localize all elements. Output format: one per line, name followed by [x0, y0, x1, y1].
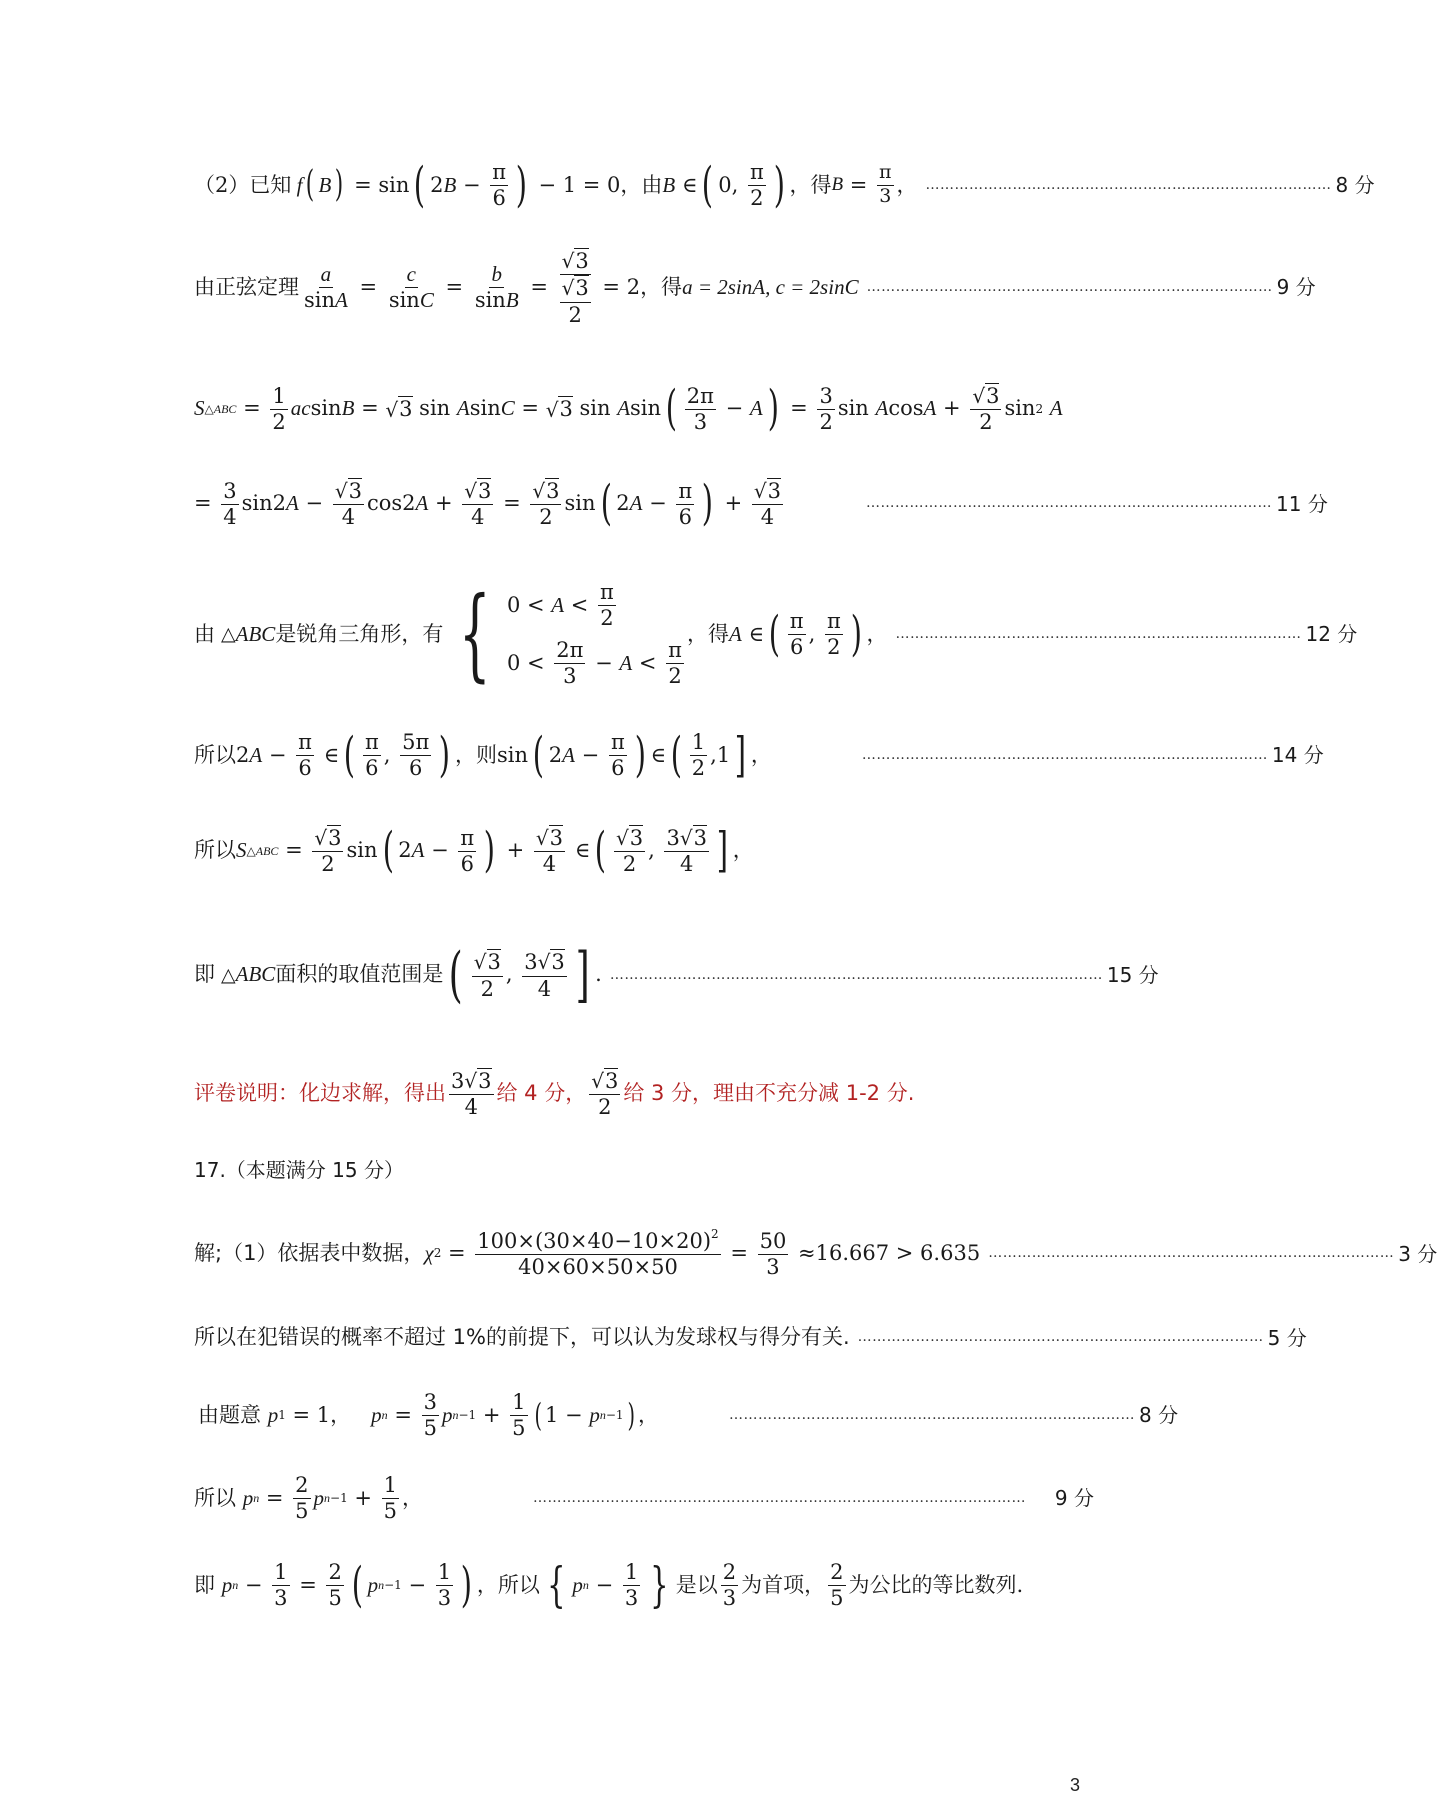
line-8-lead: 即: [194, 962, 215, 987]
line-11: 由题意 p 1 = 1， p n = $\frac{3}{5}$ p n−1 + $\frac{1}{5}$ ( 1 − p n−1 ) ， ………………………………………………………………………… 8 分: [198, 1390, 1179, 1441]
line-8-mid: 面积的取值范围是: [275, 962, 444, 987]
formula-fB: f ( B ) = sin ( 2 B − $\frac{\pi}{6}$ ) − 1 = 0: [291, 156, 621, 213]
line-5-get: ，得: [686, 621, 729, 646]
formula-2A-range: 2 A − $\frac{\pi}{6}$ ∈ ( $\frac{\pi}{6}$ , $\frac{5\pi}{6}$ ): [236, 726, 451, 783]
line-10-score: 5 分: [1267, 1325, 1307, 1350]
page-number: 3: [1070, 1775, 1081, 1795]
line-9-lead: 解;（1）依据表中数据，: [194, 1241, 425, 1266]
line-5-tri: ABC: [235, 621, 276, 646]
line-5-score: 12 分: [1305, 622, 1358, 647]
formula-system: { 0 < A < $\frac{\pi}{2}$ 0 < $\frac{2\pi}{3}$ − A < $\frac{\pi}{2}$: [459, 575, 682, 693]
line-5-mid: 是锐角三角形，有: [275, 621, 444, 646]
line-1-lead: （2）已知: [194, 172, 292, 197]
line-2-rest: a = 2sinA, c = 2sinC: [682, 274, 859, 299]
line-1: （2）已知 f ( B ) = sin ( 2 B − $\frac{\pi}{6}$ ) − 1 = 0 ，由 B ∈ ( 0, $\frac{\pi}{2}$ ) ，得 B = $\frac{\pi}{3}$ ， ………………………………………………………………………… 8 分: [194, 156, 1375, 213]
line-7-lead: 所以: [194, 838, 236, 863]
line-6-lead: 所以: [194, 742, 236, 767]
formula-area-range: S △ABC = √ 3 2 sin ( 2 A − $\frac{\pi}{6}$ ) + √ 3 4 ∈ ( √ 3 2 , 3 √ 3 4 ] ，: [236, 822, 754, 879]
formula-area-1: S △ABC = $\frac{1}{2}$ ac sin B = √ 3 sin A sin C = √ 3 sin A sin ( $\frac{2\pi}{3}$ − A ) = $\frac{3}{2}$ sin A cos A + √ 3 2 sin 2 A: [194, 380, 1063, 437]
line-8-tri: ABC: [235, 962, 276, 987]
line-2-score: 9 分: [1276, 275, 1316, 300]
line-10-text: 所以在犯错误的概率不超过 1%的前提下，可以认为发球权与得分有关.: [194, 1325, 850, 1349]
line-13: [194, 1556, 1094, 1613]
grading-note-a: 评卷说明：化边求解，得出: [194, 1081, 446, 1106]
formula-A-range: A ∈ ( $\frac{\pi}{6}$ , $\frac{\pi}{2}$ ) ，: [728, 605, 888, 662]
line-9: 解;（1）依据表中数据， χ 2 = $\frac{100\times(30\times 40-10\times 20)^2}{40\times 60\times 50\times 50}$ = $\frac{50}{3}$ ≈16.667 > 6.635 ………………………………………………………………………… 3 分: [194, 1227, 1437, 1280]
line-13-lead: 即: [194, 1572, 215, 1597]
formula-sine-rule: $\frac{a}{\sin A}$ = $\frac{c}{\sin C}$ = $\frac{b}{\sin B}$ = √ 3 √ 3 2 = 2: [304, 249, 641, 327]
line-6-then: ，则: [455, 742, 498, 767]
formula-area-2: = $\frac{3}{4}$ sin2 A − √ 3 4 cos2 A + √ 3 4 = √ 3 2 sin ( 2 A − $\frac{\pi}{6}$ ) + √ 3 4: [194, 475, 782, 532]
line-2-get: ，得: [640, 274, 683, 299]
formula-final-range: ( √ 3 2 , 3 √ 3 4 ] .: [449, 940, 602, 1010]
line-4: = $\frac{3}{4}$ sin2 A − √ 3 4 cos2 A + √ 3 4 = √ 3 2 sin ( 2 A − $\frac{\pi}{6}$ ) + √ 3 4 ………………………………………………………………………… 11 分: [194, 475, 1328, 532]
line-9-score: 3 分: [1398, 1241, 1437, 1266]
grading-note-c: 给 3 分，理由不充分减 1-2 分.: [623, 1081, 915, 1106]
line-1-get: ，得: [789, 172, 832, 197]
line-6-score: 14 分: [1271, 743, 1324, 768]
formula-chi-square: χ 2 = $\frac{100\times(30\times 40-10\times 20)^2}{40\times 60\times 50\times 50}$ = $\frac{50}{3}$ ≈16.667 > 6.635: [424, 1227, 981, 1280]
line-12-score: 9 分: [1054, 1486, 1094, 1511]
line-8: 即 △ ABC 面积的取值范围是 ( √ 3 2 , 3 √ 3 4 ] . ………………………………………………………………………………………… 15 分: [194, 940, 1159, 1010]
line-2: 由正弦定理 $\frac{a}{\sin A}$ = $\frac{c}{\sin C}$ = $\frac{b}{\sin B}$ = √ 3 √ 3 2 = 2 ，得 a = 2sinA, c = 2sinC ………………………………………………………………………… 9 分: [194, 249, 1316, 327]
line-4-score: 11 分: [1276, 491, 1328, 516]
line-3: [194, 380, 1094, 437]
line-2-lead: 由正弦定理: [194, 274, 299, 299]
line-1-score: 8 分: [1335, 173, 1375, 198]
first-term: $\frac{2}{3}$: [722, 1560, 737, 1611]
line-11-lead: 由题意: [198, 1402, 261, 1427]
q17-title: 17.（本题满分 15 分）: [194, 1158, 404, 1182]
q17-header: [194, 1158, 1094, 1182]
formula-sequence: { p n − $\frac{1}{3}$ }: [546, 1556, 669, 1613]
line-13-c: 为公比的等比数列.: [848, 1572, 1024, 1597]
common-ratio: $\frac{2}{5}$: [830, 1560, 844, 1611]
formula-sin-range: sin ( 2 A − $\frac{\pi}{6}$ ) ∈ ( $\frac{1}{2}$ ,1 ] ，: [497, 726, 772, 783]
note-frac-1: 3 √ 3 4: [451, 1069, 492, 1120]
line-1-mid: ，由: [620, 172, 663, 197]
formula-B-value: B = $\frac{\pi}{3}$ ，: [831, 161, 918, 208]
line-10: 所以在犯错误的概率不超过 1%的前提下，可以认为发球权与得分有关. ………………………………………………………………………… 5 分: [194, 1325, 1307, 1350]
line-13-a: 是以: [675, 1572, 718, 1597]
line-13-mid: ，所以: [476, 1572, 540, 1597]
line-5-lead: 由: [194, 621, 215, 646]
line-8-score: 15 分: [1106, 963, 1159, 987]
grading-note: [194, 1068, 1094, 1119]
formula-B-range: B ∈ ( 0, $\frac{\pi}{2}$ ): [662, 156, 785, 213]
line-6: 所以 2 A − $\frac{\pi}{6}$ ∈ ( $\frac{\pi}{6}$ , $\frac{5\pi}{6}$ ) ，则 sin ( 2 A − $\frac{\pi}{6}$ ) ∈ ( $\frac{1}{2}$ ,1 ] ， ………………………………………………………………………… 14 分: [194, 726, 1324, 783]
note-frac-2: √ 3 2: [591, 1069, 619, 1120]
line-5: 由 △ ABC 是锐角三角形，有 { 0 < A < $\frac{\pi}{2}$ 0 < $\frac{2\pi}{3}$ − A < $\frac{\pi}{2}$ ，得 A ∈ ( $\frac{\pi}{6}$ , $\frac{\pi}{2}$ ) ， ………………………………………………………………………… 12 分: [194, 575, 1358, 693]
line-13-b: 为首项，: [741, 1572, 826, 1597]
formula-geometric: p n − $\frac{1}{3}$ = $\frac{2}{5}$ ( p n−1 − $\frac{1}{3}$ ): [221, 1556, 473, 1613]
line-12-lead: 所以: [194, 1485, 236, 1510]
grading-note-b: 给 4 分，: [496, 1081, 587, 1106]
line-11-score: 8 分: [1139, 1403, 1179, 1428]
line-12: 所以 p n = $\frac{2}{5}$ p n−1 + $\frac{1}{5}$ ， ………………………………………………………………………………………… 9 分: [194, 1473, 1094, 1524]
formula-recurrence: p 1 = 1， p n = $\frac{3}{5}$ p n−1 + $\frac{1}{5}$ ( 1 − p n−1 ) ，: [267, 1390, 660, 1441]
formula-recurrence-2: p n = $\frac{2}{5}$ p n−1 + $\frac{1}{5}$ ，: [242, 1473, 424, 1524]
line-7: [194, 822, 1094, 879]
